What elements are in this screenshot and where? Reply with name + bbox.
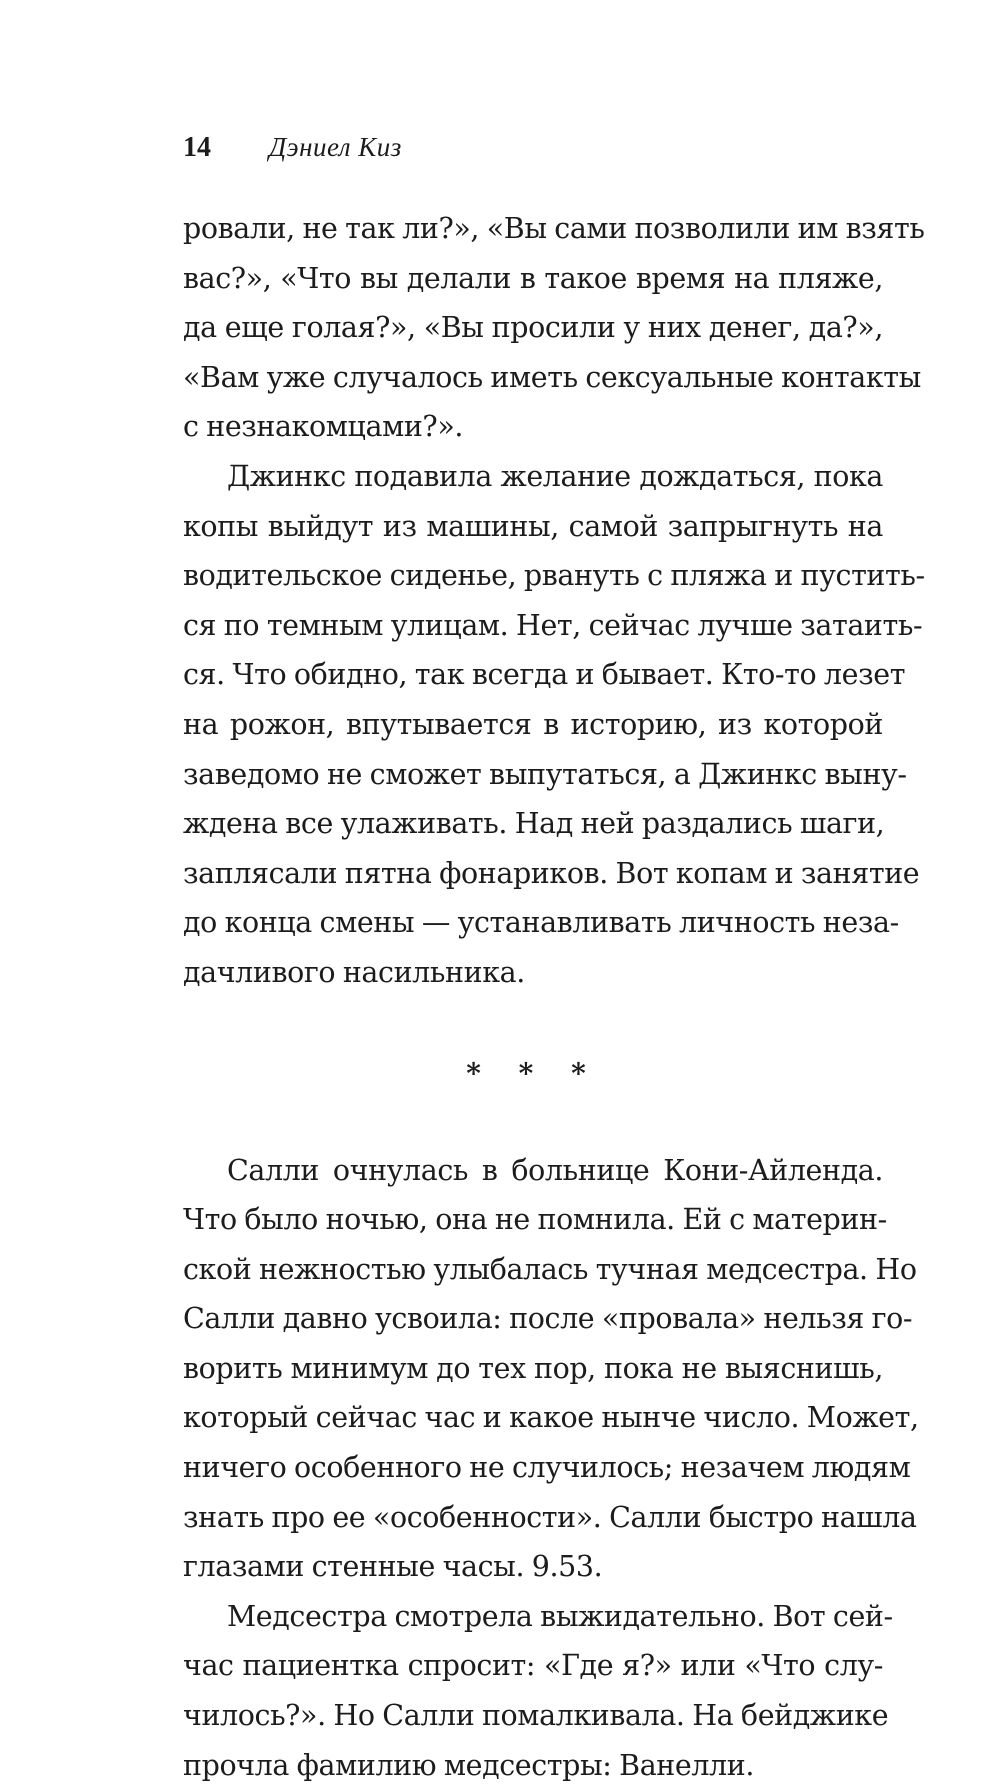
- text-line: ровали, не так ли?», «Вы сами позволили им взять: [183, 212, 925, 245]
- text-line: ся по темным улицам. Нет, сейчас лучше затаить-: [183, 608, 923, 642]
- text-line: глазами стенные часы. 9.53.: [183, 1550, 603, 1584]
- text-line: Джинкс подавила желание дождаться, пока: [227, 459, 883, 493]
- text-line: Салли давно усвоила: после «провала» нельзя го-: [183, 1302, 913, 1336]
- text-line: Медсестра смотрела выжидательно. Вот сей-: [227, 1599, 893, 1633]
- text-line: ской нежностью улыбалась тучная медсестра. Но: [183, 1252, 917, 1286]
- text-line: который сейчас час и какое нынче число. Может,: [183, 1401, 919, 1435]
- text-line: Салли очнулась в больнице Кони-Айленда.: [227, 1153, 883, 1187]
- text-line: знать про ее «особенности». Салли быстро нашла: [183, 1500, 917, 1534]
- text-line: копы выйдут из машины, самой запрыгнуть на: [183, 509, 883, 543]
- text-line: час пациентка спросит: «Где я?» или «Что слу-: [183, 1649, 883, 1683]
- text-line: до конца смены — устанавливать личность неза-: [183, 906, 899, 940]
- paragraph: [183, 452, 925, 998]
- paragraph: [183, 1592, 893, 1790]
- text-line: с незнакомцами?».: [183, 410, 464, 444]
- text-line: ся. Что обидно, так всегда и бывает. Кто-то лезет: [183, 658, 906, 692]
- page-number: 14: [183, 132, 211, 163]
- paragraph: [183, 1146, 919, 1592]
- text-line: заведомо не сможет выпутаться, а Джинкс выну-: [183, 757, 907, 791]
- text-line: дачливого насильника.: [183, 955, 525, 989]
- text-line: да еще голая?», «Вы просили у них денег, да?»,: [183, 311, 883, 345]
- paragraph: [183, 204, 925, 452]
- text-line: вас?», «Что вы делали в такое время на пляже,: [183, 261, 883, 295]
- section-break: * * *: [466, 1057, 600, 1090]
- text-line: ворить минимум до тех пор, пока не выяснишь,: [183, 1351, 883, 1385]
- text-line: заплясали пятна фонариков. Вот копам и занятие: [183, 856, 920, 890]
- text-line: ничего особенного не случилось; незачем людям: [183, 1451, 911, 1485]
- body-text: [183, 204, 925, 1790]
- text-line: Что было ночью, она не помнила. Ей с материн-: [183, 1203, 887, 1237]
- text-line: чилось?». Но Салли помалкивала. На бейджике: [183, 1699, 889, 1733]
- running-head: [183, 132, 402, 172]
- text-line: прочла фамилию медсестры: Ванелли.: [183, 1748, 755, 1782]
- author-name: Дэниел Киз: [269, 132, 402, 162]
- text-line: на рожон, впутывается в историю, из которой: [183, 707, 883, 741]
- text-line: «Вам уже случалось иметь сексуальные контакты: [183, 360, 921, 394]
- text-line: водительское сиденье, рвануть с пляжа и пустить-: [183, 559, 925, 593]
- text-line: ждена все улаживать. Над ней раздались шаги,: [183, 807, 885, 841]
